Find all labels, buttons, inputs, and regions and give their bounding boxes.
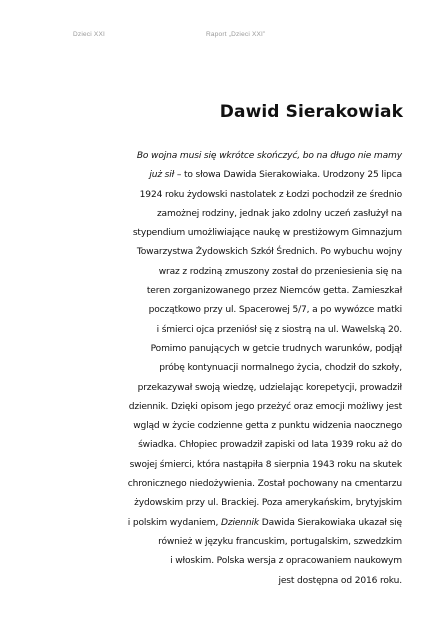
text-line [82,166,402,185]
text-line [82,552,402,571]
text-segment: również w języku francuskim, portugalskim, szwedzkim [158,536,402,547]
body-text [82,147,402,591]
text-segment: Pomimo panujących w getcie trudnych warunków, podjął [150,343,402,354]
text-segment: – to słowa Dawida Sierakowiaka. Urodzony 25 lipca [174,170,402,181]
text-segment: próbę kontynuacji normalnego życia, chodził do szkoły, [159,363,402,374]
text-segment: chronicznego niedożywienia. Został pochowany na cmentarzu [127,479,402,490]
text-segment: dziennik. Dzięki opisom jego przeżyć oraz emocji możliwy jest [128,401,402,412]
page-title: Dawid Sierakowiak [219,102,403,122]
text-segment: Towarzystwa Żydowskich Szkół Średnich. Po wybuchu wojny [136,247,402,258]
text-segment: przekazywał swoją wiedzę, udzielając korepetycji, prowadził [137,382,402,393]
text-segment: Dawida Sierakowiaka ukazał się [259,517,402,528]
text-line [82,572,402,591]
text-line [82,417,402,436]
text-line [82,456,402,475]
italic-text: Bo wojna musi się wkrótce skończyć, bo na długo nie mamy [136,151,402,161]
text-segment: i śmierci ojca przeniósł się z siostrą na ul. Wawelską 20. [156,324,402,335]
italic-text: Dziennik [221,517,260,528]
text-line [82,243,402,262]
text-line [82,340,402,359]
text-line [82,186,402,205]
italic-text: już sił [149,170,175,181]
text-line [82,533,402,552]
text-segment: teren zorganizowanego przez Niemców getta. Zamieszkał [146,286,402,297]
text-line [82,263,402,282]
text-segment: wgląd w życie codzienne getta z punktu widzenia naocznego [133,421,402,432]
text-segment: żydowskim przy ul. Brackiej. Poza amerykańskim, brytyjskim [134,498,402,509]
text-segment: 1924 roku żydowski nastolatek z Łodzi pochodził ze średnio [139,189,402,200]
text-line [82,475,402,494]
text-line [82,224,402,243]
running-header-right: Raport „Dzieci XXI” [206,31,266,38]
text-segment: i włoskim. Polska wersja z opracowaniem naukowym [170,556,402,567]
text-line [82,282,402,301]
text-segment: stypendium umożliwiające naukę w prestiżowym Gimnazjum [132,228,402,239]
running-header-left: Dzieci XXI [73,31,105,38]
text-segment: zamożnej rodziny, jednak jako zdolny uczeń zasłużył na [156,208,402,219]
text-segment: jest dostępna od 2016 roku. [278,575,402,586]
text-line [82,147,402,166]
text-line [82,359,402,378]
text-segment: wraz z rodziną zmuszony został do przeniesienia się na [158,266,402,277]
text-line [82,205,402,224]
text-line [82,436,402,455]
text-line [82,494,402,513]
text-segment: i polskim wydaniem, [127,517,221,528]
text-segment: swojej śmierci, która nastąpiła 8 sierpnia 1943 roku na skutek [129,459,402,470]
text-line [82,514,402,533]
text-segment: początkowo przy ul. Spacerowej 5/7, a po wywózce matki [148,305,402,316]
text-line [82,301,402,320]
running-header [0,31,446,43]
text-segment: świadka. Chłopiec prowadził zapiski od lata 1939 roku aż do [138,440,402,451]
text-line [82,321,402,340]
text-line [82,398,402,417]
text-line [82,379,402,398]
